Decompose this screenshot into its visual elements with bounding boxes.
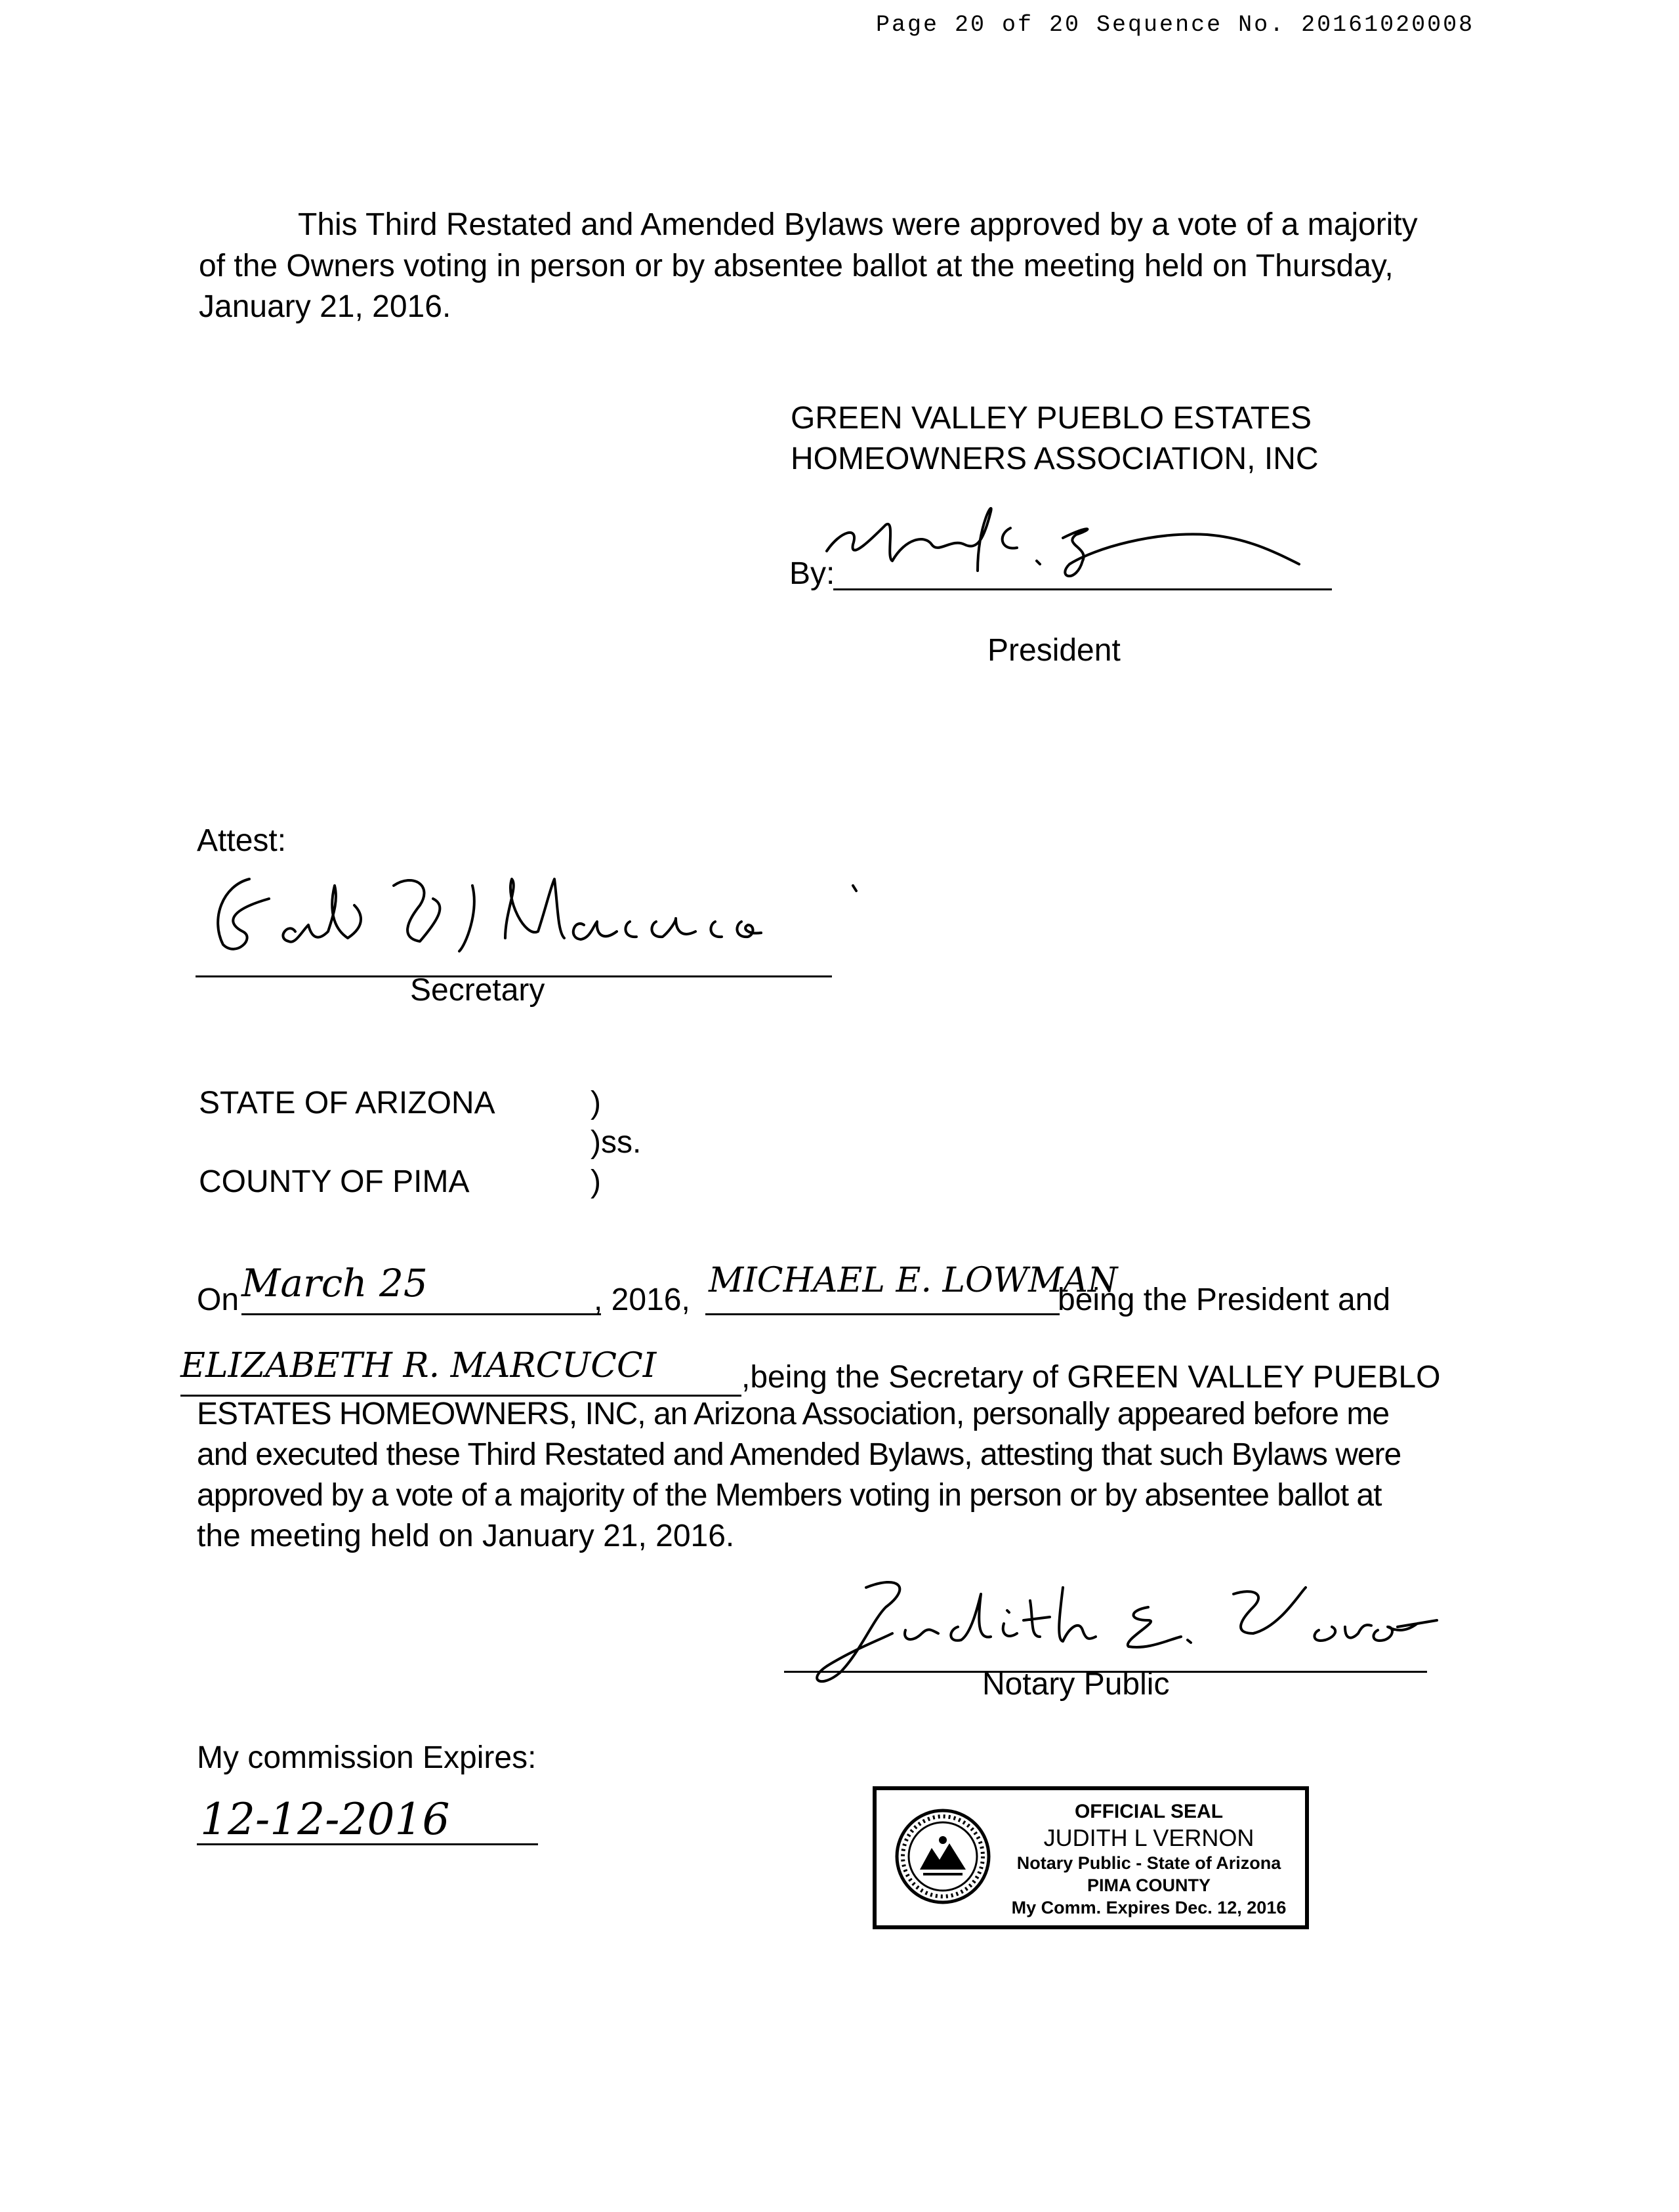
date-blank-line xyxy=(241,1313,601,1315)
president-name-blank-line xyxy=(705,1313,1060,1315)
on-label: On xyxy=(197,1282,239,1317)
acknowledgment-line-4: and executed these Third Restated and Amended Bylaws, attesting that such Bylaws were xyxy=(197,1437,1401,1472)
notary-public-title: Notary Public xyxy=(982,1667,1170,1702)
commission-expiration-date: 12-12-2016 xyxy=(200,1794,450,1845)
secretary-signature xyxy=(197,859,853,977)
attest-label: Attest: xyxy=(197,823,287,858)
approval-line-1: This Third Restated and Amended Bylaws were approved by a vote of a majority xyxy=(298,207,1418,242)
president-role-text: being the President and xyxy=(1058,1282,1391,1317)
venue-ss: )ss. xyxy=(591,1125,642,1160)
president-title: President xyxy=(987,633,1121,668)
president-signature xyxy=(814,499,1338,597)
commission-date-line xyxy=(197,1843,538,1845)
commission-expires-label: My commission Expires: xyxy=(197,1740,537,1775)
acknowledgment-line-5: approved by a vote of a majority of the Members voting in person or by absentee ballot at xyxy=(197,1478,1382,1513)
secretary-title: Secretary xyxy=(410,973,545,1008)
handwritten-date: March 25 xyxy=(241,1261,428,1305)
seal-line-2: PIMA COUNTY xyxy=(1087,1875,1211,1895)
arizona-state-seal-icon xyxy=(894,1807,992,1906)
secretary-role-text: ,being the Secretary of GREEN VALLEY PUEBLO xyxy=(741,1360,1441,1395)
page-sequence-header: Page 20 of 20 Sequence No. 20161020008 xyxy=(876,12,1475,38)
year-text: , 2016, xyxy=(594,1282,690,1317)
venue-state-paren: ) xyxy=(591,1086,601,1120)
approval-line-2: of the Owners voting in person or by absentee ballot at the meeting held on Thursday, xyxy=(199,249,1394,283)
handwritten-secretary-name: ELIZABETH R. MARCUCCI xyxy=(180,1346,657,1385)
official-seal xyxy=(873,1786,1309,1929)
venue-county-paren: ) xyxy=(591,1164,601,1199)
seal-notary-name: JUDITH L VERNON xyxy=(1043,1824,1254,1851)
approval-line-3: January 21, 2016. xyxy=(199,289,451,324)
venue-state: STATE OF ARIZONA xyxy=(199,1086,495,1120)
acknowledgment-line-6: the meeting held on January 21, 2016. xyxy=(197,1519,735,1553)
acknowledgment-line-3: ESTATES HOMEOWNERS, INC, an Arizona Association, personally appeared before me xyxy=(197,1397,1390,1431)
association-name-line-1: GREEN VALLEY PUEBLO ESTATES xyxy=(791,401,1312,436)
seal-line-3: My Comm. Expires Dec. 12, 2016 xyxy=(1011,1898,1287,1917)
handwritten-president-name: MICHAEL E. LOWMAN xyxy=(709,1261,1118,1300)
seal-line-1: Notary Public - State of Arizona xyxy=(1016,1853,1281,1873)
association-name-line-2: HOMEOWNERS ASSOCIATION, INC xyxy=(791,441,1319,476)
venue-county: COUNTY OF PIMA xyxy=(199,1164,470,1199)
seal-heading: OFFICIAL SEAL xyxy=(1074,1801,1224,1822)
by-label: By: xyxy=(789,556,835,591)
